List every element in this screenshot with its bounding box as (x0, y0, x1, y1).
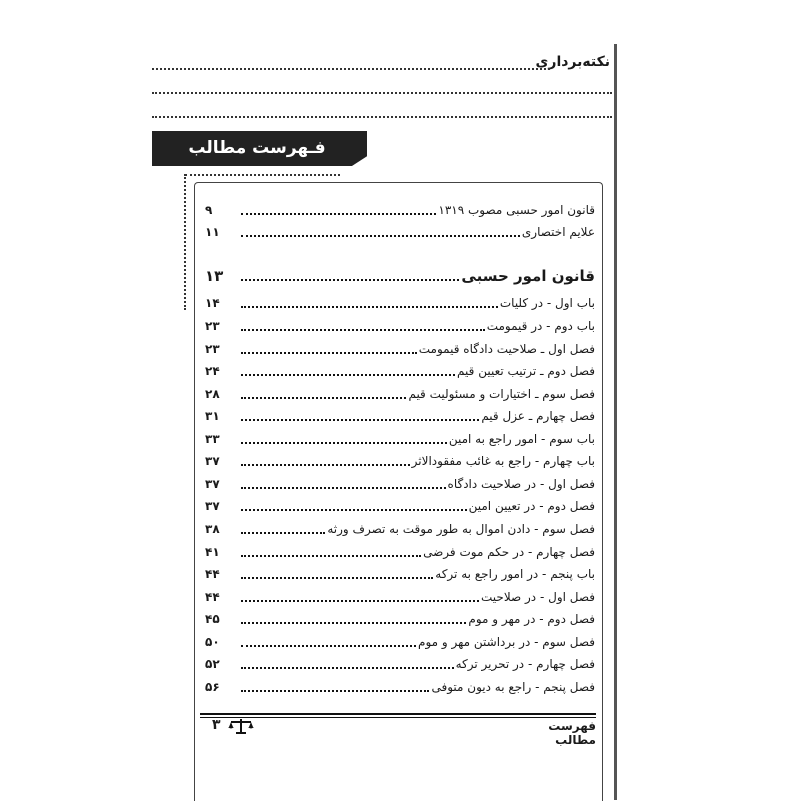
toc-entry (205, 519, 595, 539)
toc-entry-label: فصل چهارم ـ عزل قیم (481, 409, 595, 423)
toc-entry (205, 496, 595, 516)
toc-entry-label: قانون امور حسبی (461, 267, 595, 285)
footer-rule-thin (200, 717, 596, 718)
toc-entry-page: ۲۳ (205, 319, 220, 333)
toc-entry-page: ۲۸ (205, 387, 220, 401)
decorative-dotted-corner-left (184, 174, 186, 310)
notes-line-2 (152, 92, 612, 94)
toc-entry (205, 429, 595, 449)
toc-entry (205, 361, 595, 381)
toc-entry-leader (241, 329, 485, 331)
toc-entry-leader (241, 645, 416, 647)
toc-entry-label: فصل اول - در صلاحیت (481, 590, 595, 604)
toc-entry-leader (241, 532, 325, 534)
toc-entry-page: ۱۳ (205, 267, 224, 285)
toc-entry (205, 564, 595, 584)
toc-entry-label: باب سوم - امور راجع به امین (448, 432, 595, 446)
toc-entry-leader (241, 419, 479, 421)
toc-entry (205, 609, 595, 629)
toc-entry (205, 677, 595, 697)
toc-entry (205, 654, 595, 674)
toc-entry-leader (241, 509, 467, 511)
toc-entry-page: ۱۴ (205, 296, 220, 310)
toc-entry-leader (241, 397, 406, 399)
toc-entry-leader (241, 667, 454, 669)
toc-entry-leader (241, 487, 446, 489)
toc-entry-leader (241, 464, 410, 466)
toc-entry-label: فصل سوم - در برداشتن مهر و موم (418, 635, 595, 649)
toc-entry (205, 293, 595, 313)
toc-entry-label: باب پنجم - در امور راجع به ترکه (435, 567, 595, 581)
toc-entry-page: ۲۳ (205, 342, 220, 356)
toc-entry (205, 451, 595, 471)
toc-entry-page: ۵۶ (205, 680, 220, 694)
toc-entry-label: فصل پنجم - راجع به دیون متوفی (431, 680, 595, 694)
toc-entry-leader (241, 374, 455, 376)
toc-entry-label: فصل دوم ـ ترتیب تعیین قیم (457, 364, 595, 378)
toc-entry-leader (241, 577, 433, 579)
toc-entry (205, 200, 595, 220)
toc-entry-leader (241, 352, 417, 354)
toc-entry-leader (241, 306, 498, 308)
toc-entry-page: ۳۸ (205, 522, 220, 536)
toc-entry-leader (241, 555, 421, 557)
toc-entry-label: فصل سوم - دادن اموال به طور موقت به تصرف ورثه (327, 522, 595, 536)
footer-title: فهرست مطالب (548, 719, 596, 747)
toc-entry-leader (241, 690, 429, 692)
toc-entry-label: فصل دوم - در تعیین امین (468, 499, 595, 513)
toc-entry-page: ۴۵ (205, 612, 220, 626)
scales-icon (228, 717, 254, 735)
toc-entry-leader (241, 600, 479, 602)
toc-entry-page: ۹ (205, 203, 213, 217)
toc-entry-label: باب دوم - در قیمومت (486, 319, 595, 333)
toc-entry-label: فصل چهارم - در تحریر ترکه (455, 657, 595, 671)
toc-entry-label: فصل اول ـ صلاحیت دادگاه قیمومت (418, 342, 595, 356)
toc-entry-page: ۳۳ (205, 432, 220, 446)
toc-entry-page: ۴۴ (205, 590, 220, 604)
toc-entry-page: ۵۲ (205, 657, 220, 671)
toc-entry-label: فصل دوم - در مهر و موم (468, 612, 595, 626)
toc-entry (205, 542, 595, 562)
toc-entry-leader (241, 235, 520, 237)
toc-entry-label: باب اول - در کلیات (499, 296, 595, 310)
toc-entry-label: فصل اول - در صلاحیت دادگاه (447, 477, 595, 491)
toc-entry-leader (241, 622, 466, 624)
notes-title: نکته‌برداری (535, 54, 610, 70)
toc-entry-leader (241, 279, 459, 281)
toc-section-heading (205, 266, 595, 286)
toc-entry-label: فصل سوم ـ اختیارات و مسئولیت قیم (408, 387, 595, 401)
toc-entry-page: ۲۴ (205, 364, 220, 378)
toc-entry-page: ۳۷ (205, 499, 220, 513)
page-number: ۳ (212, 717, 221, 733)
toc-entry (205, 406, 595, 426)
notes-line-3 (152, 116, 612, 118)
toc-entry-label: باب چهارم - راجع به غائب مفقودالاثر (411, 454, 595, 468)
toc-entry-page: ۳۷ (205, 477, 220, 491)
toc-entry-label: علایم اختصاری (521, 225, 595, 239)
decorative-dotted-corner-top (185, 174, 340, 176)
toc-entry-page: ۱۱ (205, 225, 220, 239)
notes-line-1 (152, 68, 550, 70)
toc-entry-label: فصل چهارم - در حکم موت فرضی (423, 545, 595, 559)
toc-entry-leader (241, 442, 447, 444)
toc-banner-title: فـهرست مطالب (188, 138, 326, 158)
toc-entry-page: ۵۰ (205, 635, 220, 649)
toc-entry-page: ۳۱ (205, 409, 220, 423)
toc-entry-label: قانون امور حسبی مصوب ۱۳۱۹ (438, 203, 595, 217)
toc-entry-page: ۴۴ (205, 567, 220, 581)
toc-entry-page: ۳۷ (205, 454, 220, 468)
toc-entry (205, 587, 595, 607)
toc-entry-leader (241, 213, 436, 215)
page-margin-line (614, 44, 617, 800)
toc-entry (205, 384, 595, 404)
toc-entry (205, 222, 595, 242)
footer-rule-thick (200, 713, 596, 715)
toc-entry (205, 632, 595, 652)
toc-entry (205, 339, 595, 359)
toc-entry (205, 474, 595, 494)
toc-entry-page: ۴۱ (205, 545, 220, 559)
toc-entry (205, 316, 595, 336)
